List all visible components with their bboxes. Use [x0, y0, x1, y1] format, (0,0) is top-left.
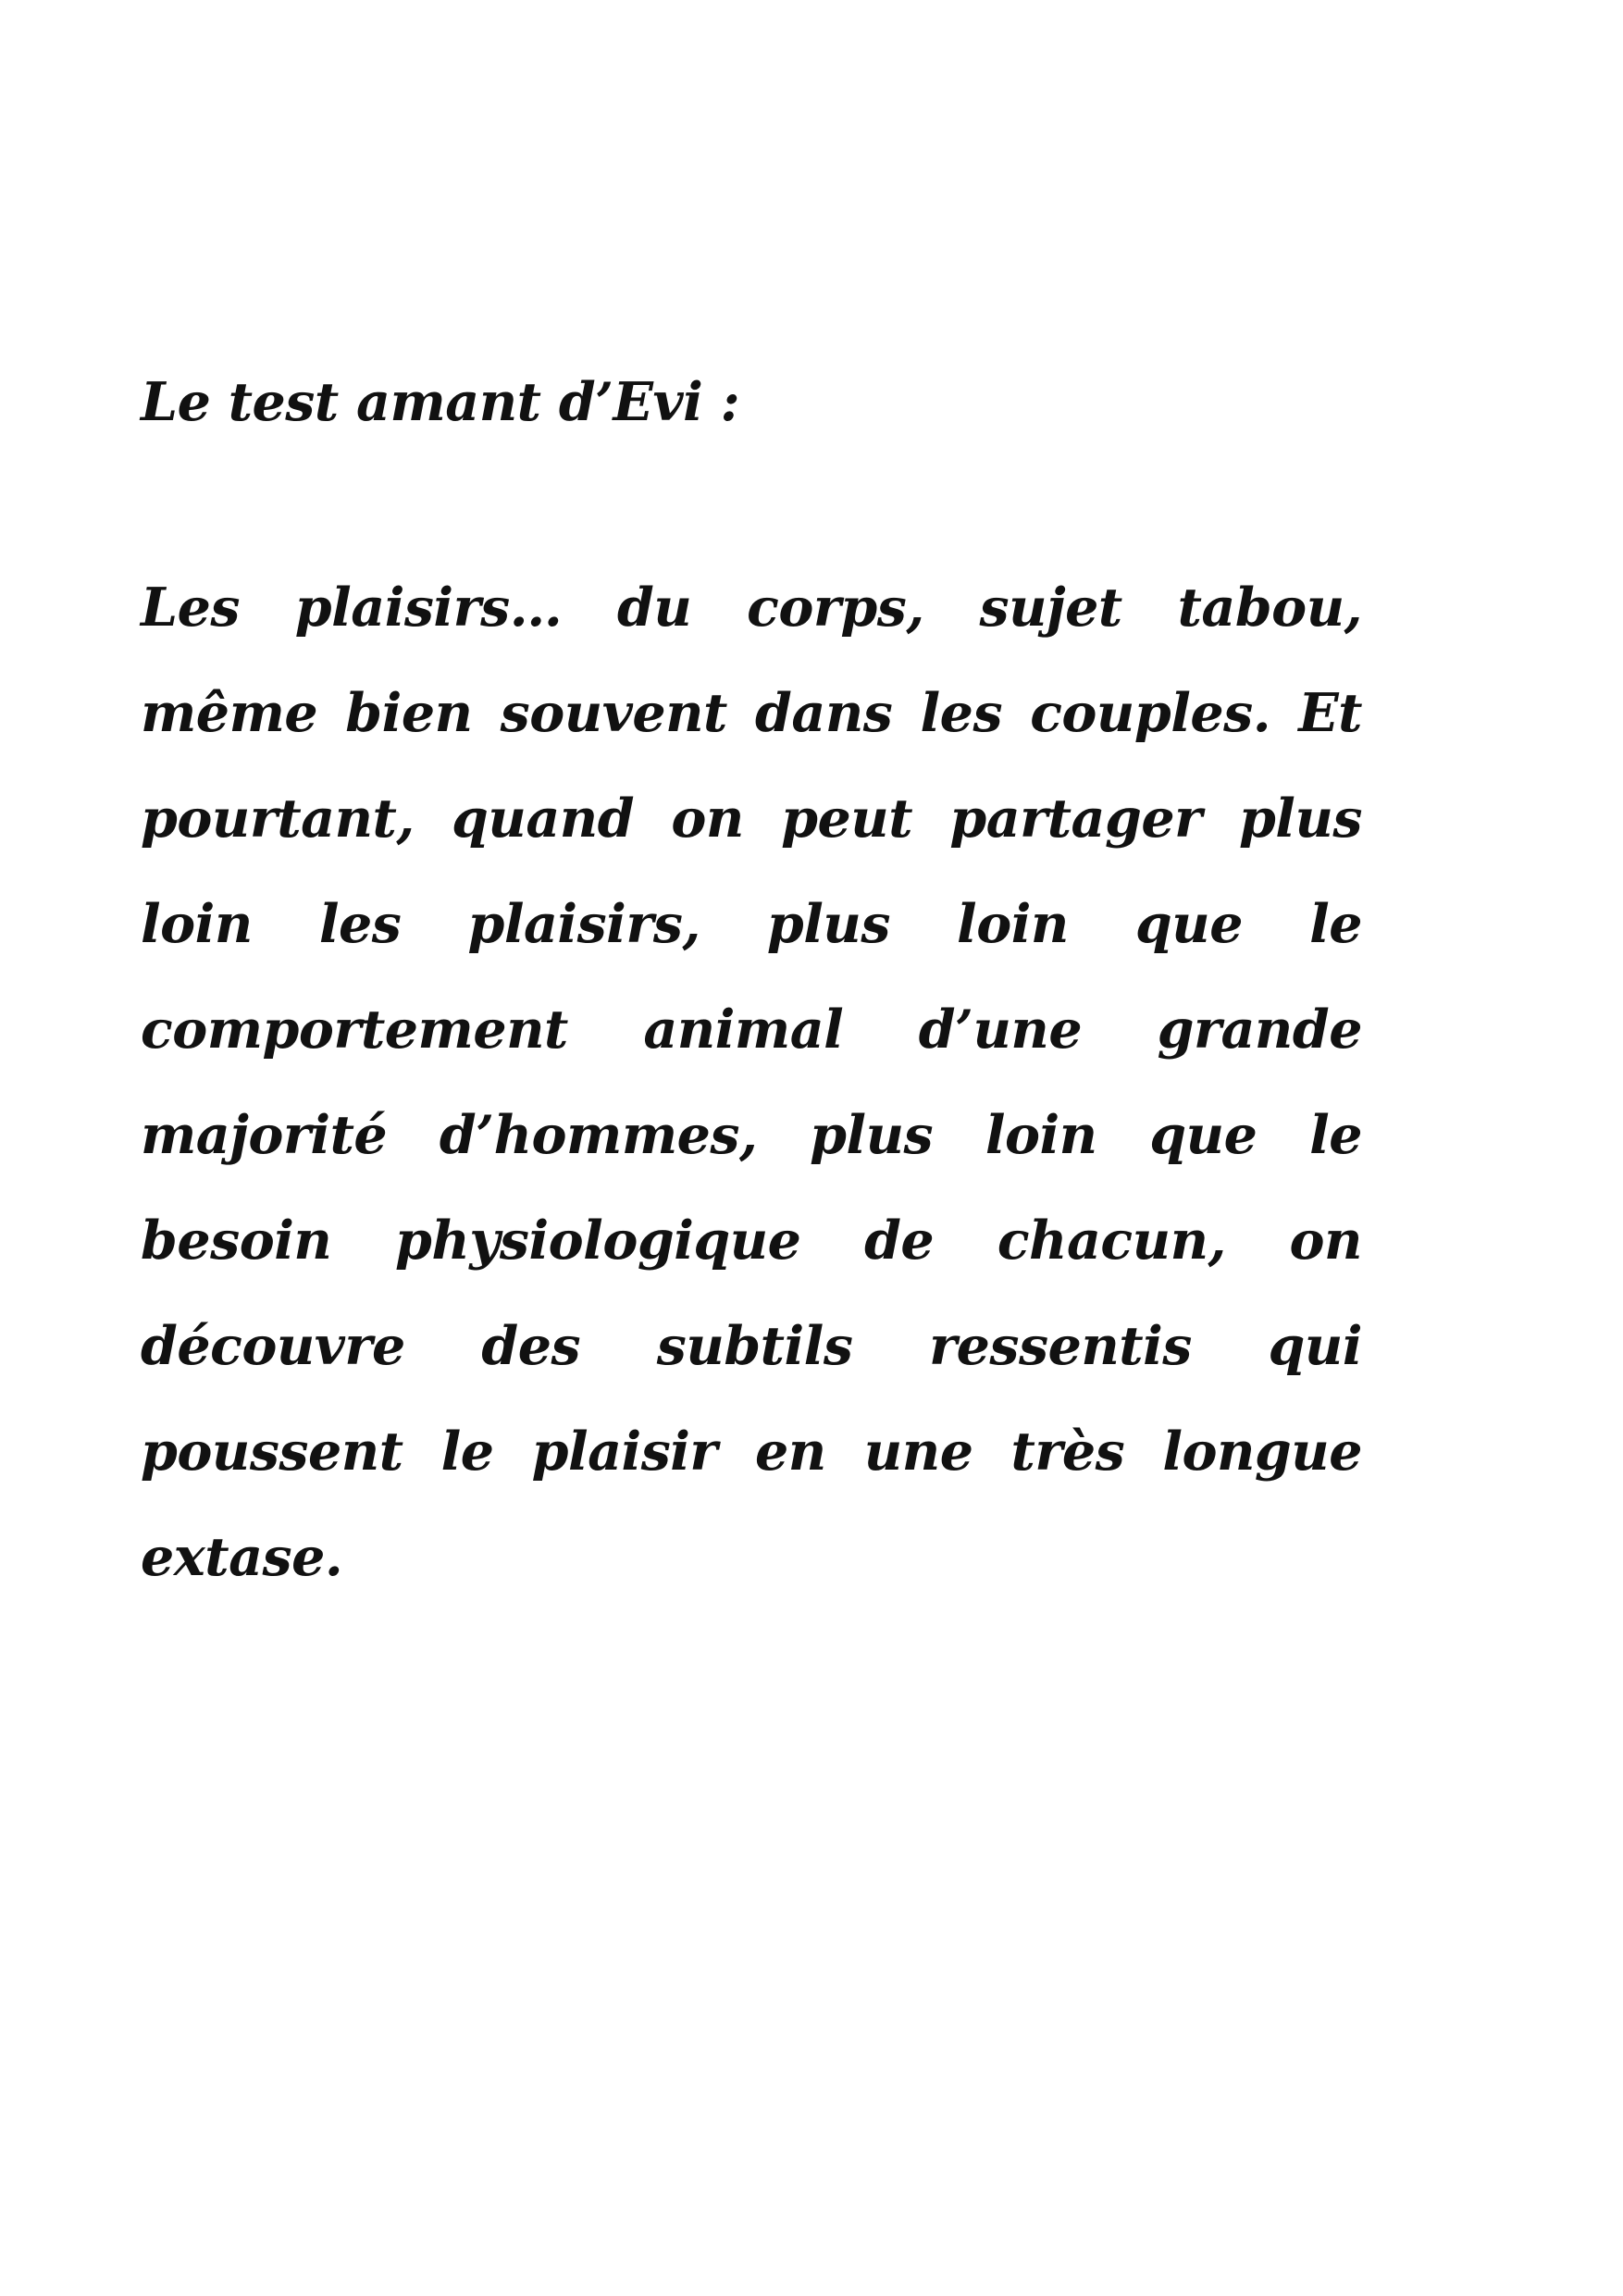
document-paragraph: Les plaisirs… du corps, sujet tabou, même bien souvent dans les couples. Et pourtant, quand on peut partager plus loin les plaisirs, plus loin que le comportement animal d’une grande majorité d’hommes, plus loin que le besoin physiologique de chacun, on découvre des subtils ressentis qui poussent le plaisir en une très longue extase.: [141, 577, 1362, 1588]
document-body: [141, 356, 1362, 1610]
document-title: Le test amant d’Evi :: [141, 371, 740, 433]
